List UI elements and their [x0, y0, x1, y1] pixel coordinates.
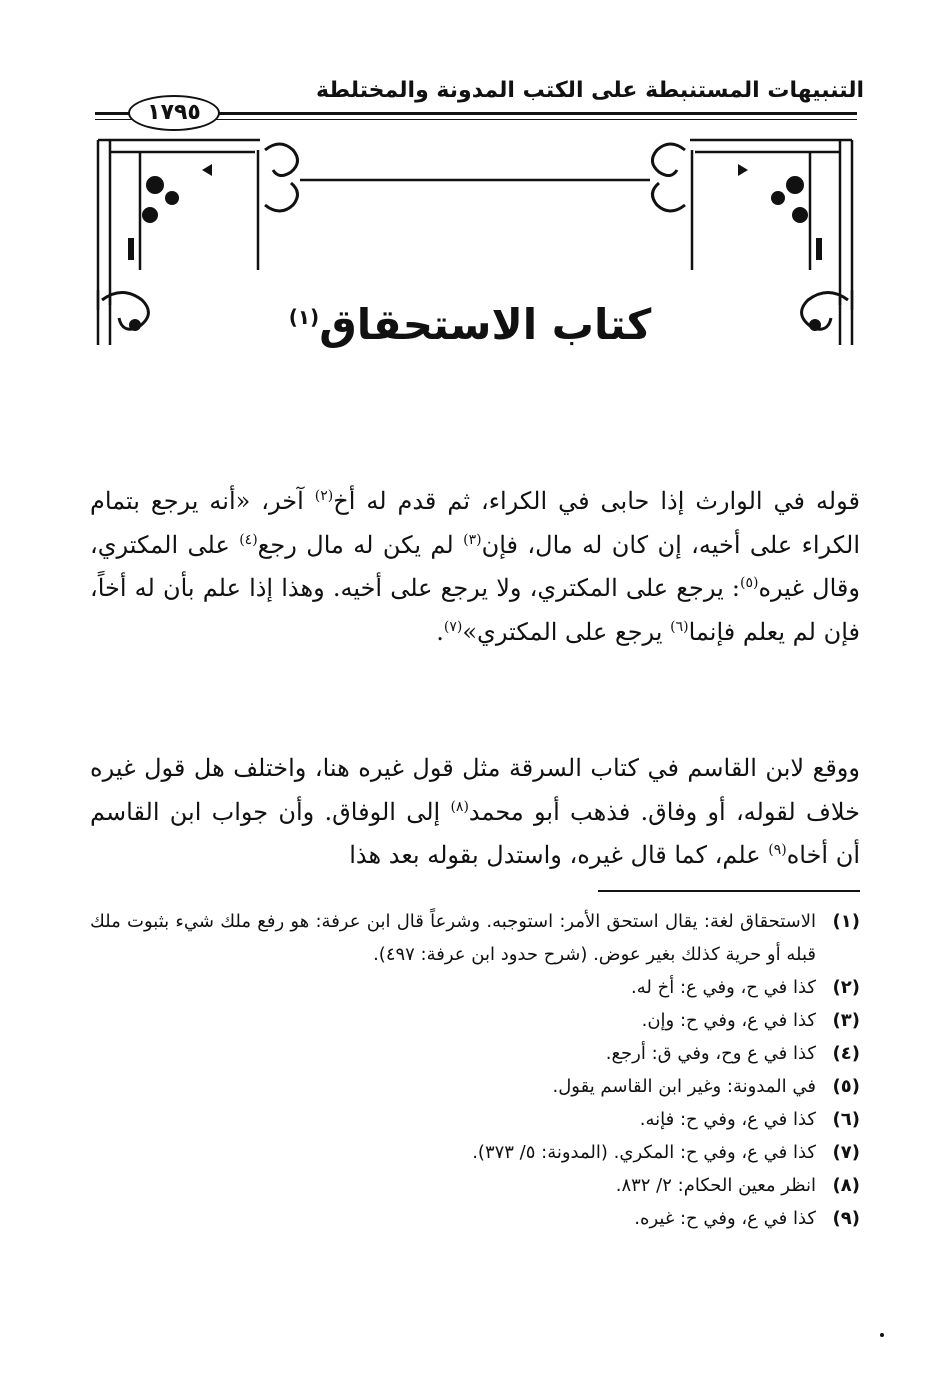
page-number: ١٧٩٥	[128, 95, 220, 131]
body-paragraph-2	[90, 747, 860, 878]
footnote-text: كذا في ح، وفي ع: أخ له.	[631, 977, 816, 998]
footnote	[90, 1070, 860, 1103]
text-run: .	[436, 617, 444, 646]
footnote	[90, 1037, 860, 1070]
footnote	[90, 905, 860, 971]
footnote	[90, 1004, 860, 1037]
footnote	[90, 1103, 860, 1136]
chapter-title-text: كتاب الاستحقاق	[319, 300, 652, 349]
footnote-number: (١)	[832, 911, 860, 932]
text-run: آخر، «أنه يرجع بتمام الكراء على أخيه، إن كان له مال، فإن	[90, 487, 860, 559]
footnote-text: كذا في ع، وفي ح: وإن.	[641, 1010, 816, 1031]
footnote	[90, 1169, 860, 1202]
footnote-number: (٣)	[832, 1010, 860, 1031]
footnote-number: (٧)	[832, 1142, 860, 1163]
footnote-ref: (٥)	[739, 575, 759, 591]
footnote-number: (٩)	[832, 1208, 860, 1229]
text-run: على المكتري، وقال غيره	[90, 530, 860, 602]
text-run: يرجع على المكتري»	[462, 617, 671, 646]
running-title: التنبيهات المستنبطة على الكتب المدونة والمختلطة	[315, 78, 864, 103]
text-run: : يرجع على المكتري، ولا يرجع على أخيه. وهذا إذا علم بأن له أخاً، فإن لم يعلم فإنما	[90, 574, 860, 646]
footnote-ref: (٣)	[463, 531, 482, 548]
footnote-text: كذا في ع، وفي ح: غيره.	[634, 1208, 816, 1229]
footnote-ref: (٩)	[768, 842, 787, 858]
text-run: قوله في الوارث إذا حابى في الكراء، ثم قدم له أخ	[333, 487, 860, 515]
footnote-number: (٥)	[832, 1076, 860, 1097]
footnote-ref: (٦)	[670, 618, 689, 635]
footnote-number: (٦)	[832, 1109, 860, 1130]
footnote	[90, 1136, 860, 1169]
footnote-ref: (٢)	[314, 488, 334, 504]
footnotes	[90, 905, 860, 1235]
footnote-ref: (٧)	[443, 618, 463, 635]
text-run: لم يكن له مال رجع	[257, 530, 464, 559]
footnote-separator	[598, 890, 860, 892]
footnote-number: (٤)	[832, 1043, 860, 1064]
text-run: إلى الوفاق. وأن جواب ابن القاسم أن أخاه	[90, 797, 860, 869]
print-mark	[880, 1333, 884, 1337]
footnote-text: انظر معين الحكام: ٢/ ٨٣٢.	[615, 1175, 816, 1196]
footnote-text: الاستحقاق لغة: يقال استحق الأمر: استوجبه. وشرعاً قال ابن عرفة: هو رفع ملك شيء بثبوت ملك قبله أو حرية كذلك بغير عوض. (شرح حدود ابن عرفة: ٤٩٧).	[90, 911, 816, 965]
body-paragraph-1	[90, 480, 860, 654]
footnote	[90, 1202, 860, 1235]
footnote-ref: (١)	[288, 305, 320, 329]
footnote-text: كذا في ع، وفي ح: المكري. (المدونة: ٥/ ٣٧٣).	[472, 1142, 816, 1163]
footnote-ref: (٤)	[239, 531, 258, 548]
footnote-text: كذا في ع، وفي ح: فإنه.	[639, 1109, 816, 1130]
footnote-number: (٢)	[832, 977, 860, 998]
footnote-text: في المدونة: وغير ابن القاسم يقول.	[552, 1076, 816, 1097]
text-run: علم، كما قال غيره، واستدل بقوله بعد هذا	[349, 841, 769, 869]
footnote-text: كذا في ع وح، وفي ق: أرجع.	[605, 1043, 816, 1064]
footnote-number: (٨)	[832, 1175, 860, 1196]
text-run: ووقع لابن القاسم في كتاب السرقة مثل قول غيره هنا، واختلف هل قول غيره خلاف لقوله، أو وفاق. فذهب أبو محمد	[90, 754, 861, 826]
footnote-ref: (٨)	[450, 798, 469, 815]
chapter-title	[260, 300, 680, 349]
footnote	[90, 971, 860, 1004]
